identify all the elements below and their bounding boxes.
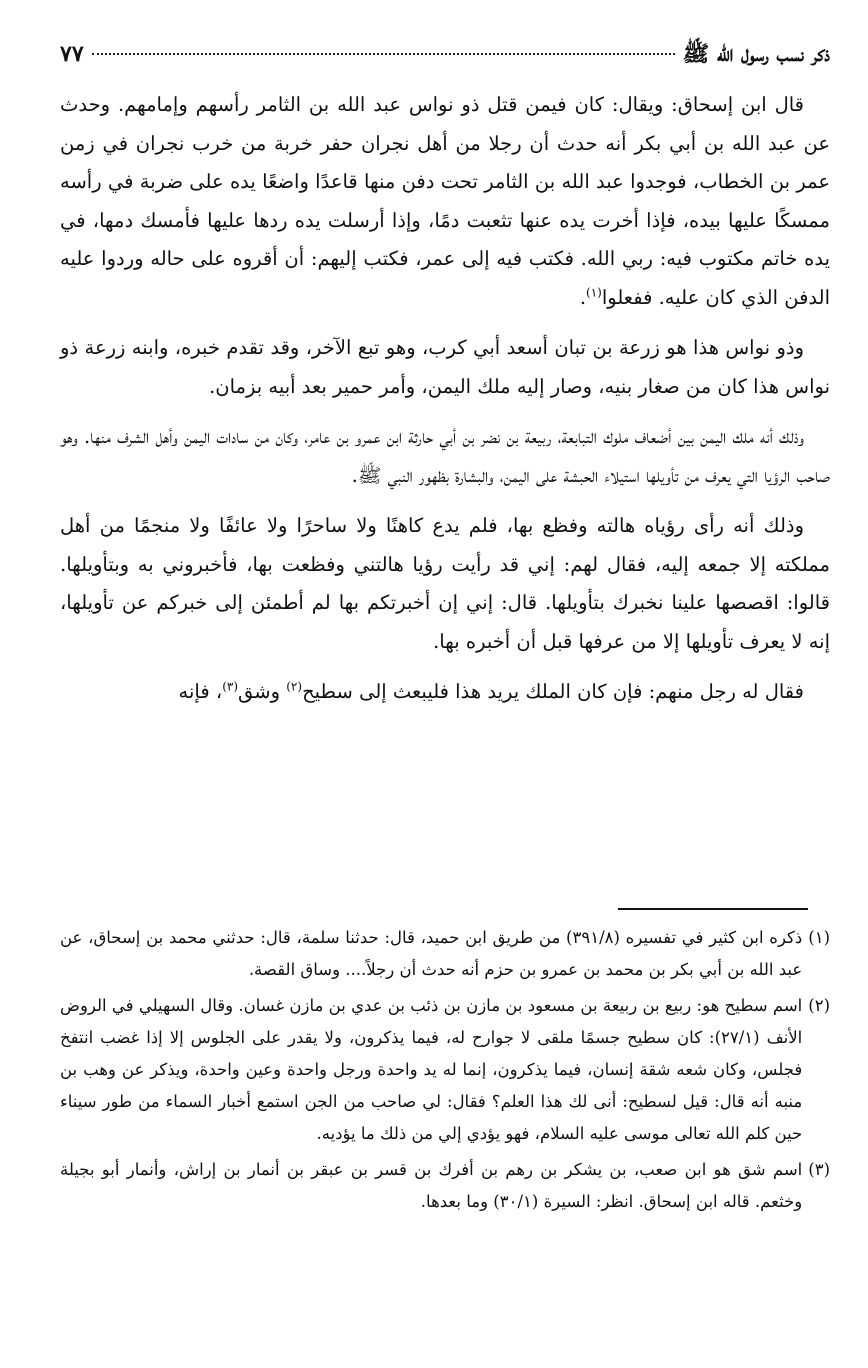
- footnote-text: ذكره ابن كثير في تفسيره (٣٩١/٨) من طريق ابن حميد، قال: حدثنا سلمة، قال: حدثني محمد بن إسحاق، عن عبد الله بن أبي بكر بن محمد بن عمرو بن حزم أنه حدث أن رجلاً.... وساق القصة.: [60, 928, 803, 979]
- paragraph-end: ، فإنه: [178, 680, 223, 703]
- paragraph: وذو نواس هذا هو زرعة بن تبان أسعد أبي كرب، وهو تبع الآخر، وقد تقدم خبره، وابنه زرعة ذو نواس هذا كان من صغار بنيه، وصار إليه ملك اليمن، وأمر حمير بعد أبيه بزمان.: [60, 336, 830, 398]
- paragraph-text: قال ابن إسحاق: ويقال: كان فيمن قتل ذو نواس عبد الله بن الثامر رأسهم وإمامهم. وحدث عن عبد الله بن أبي بكر أنه حدث أن رجلا من أهل نجران حفر خربة من خرب نجران في زمن عمر بن الخطاب، فوجدوا عبد الله بن الثامر تحت دفن منها قاعدًا واضعًا يده على ضربة في رأسه ممسكًا عليها بيده، فإذا أخرت يده عنها تثعبت دمًا، وإذا أرسلت يده ردها عليها فأمسك دمها، في يده خاتم مكتوب فيه: ربي الله. فكتب فيه إلى عمر، فكتب إليهم: أن أقروه على حاله وردوا عليه الدفن الذي كان عليه. ففعلوا: [60, 93, 830, 309]
- footnote-text: اسم سطيح هو: ربيع بن ربيعة بن مسعود بن مازن بن ذئب بن عدي بن مازن غسان. وقال السهيلي في الروض الأنف (٢٧/١): كان سطيح جسمًا ملقى لا جوارح له، فيما يذكرون، ولا يقدر على الجلوس إلا إذا غضب انتفخ فجلس، وكان شعه شقة إنسان، فيما يذكرون، إنما له يد واحدة ورجل واحدة وعين واحدة، ويذكر عن وهب بن منبه أنه قال: قيل لسطيح: أنى لك هذا العلم؟ فقال: لي صاحب من الجن استمع أخبار السماء من طور سيناء حين كلم الله تعالى موسى عليه السلام، فهو يؤدي إلي من ذلك ما يؤديه.: [60, 996, 803, 1143]
- paragraph-text: وشق: [238, 680, 287, 703]
- footnote-marker: (٢): [286, 679, 303, 694]
- footnote-text: اسم شق هو ابن صعب، بن يشكر بن رهم بن أفرك بن قسر بن عبقر بن أنمار بن إراش، وأنمار أبو بجيلة وخثعم. قاله ابن إسحاق. انظر: السيرة (٣٠/١) وما بعدها.: [60, 1160, 803, 1211]
- footnotes: [60, 922, 830, 1222]
- footnote-number: (١): [808, 928, 830, 947]
- running-header: [60, 40, 830, 82]
- footnote-1: [60, 922, 830, 986]
- dotted-leader: [92, 53, 675, 55]
- running-title: ذكر نسب رسول الله ﷺ: [682, 41, 830, 67]
- paragraph-text: فقال له رجل منهم: فإن كان الملك يريد هذا فليبعث إلى سطيح: [302, 680, 804, 703]
- paragraph-end: .: [579, 285, 587, 309]
- footnote-2: [60, 990, 830, 1150]
- footnote-number: (٣): [808, 1160, 830, 1179]
- footnote-marker: (٣): [222, 679, 239, 694]
- footnote-separator: [618, 908, 808, 910]
- paragraph: [60, 673, 830, 712]
- footnote-marker: (١): [586, 285, 602, 299]
- paragraph: وذلك أنه رأى رؤياه هالته وفظع بها، فلم يدع كاهنًا ولا ساحرًا ولا عائفًا ولا منجمًا من أهل مملكته إلا جمعه إليه، فقال لهم: إني قد رأيت رؤيا هالتني وفظعت بها، فأخبروني به وبتأويلها. قالوا: اقصصها علينا نخبرك بتأويلها. قال: إني إن أخبرتكم بها لم أطمئن إلى خبركم عن تأويلها، إنه لا يعرف تأويلها إلا من عرفها قبل أن أخبره بها.: [60, 514, 830, 653]
- main-text: [60, 86, 830, 712]
- page: [60, 40, 830, 724]
- paragraph: وذلك أنه ملك اليمن بين أضعاف ملوك التبابعة، ربيعة بن نضر بن أبي حارثة ابن عمرو بن عامر، وكان من سادات اليمن وأهل الشرف منها. وهو صاحب الرؤيا التي يعرف من تأويلها استيلاء الحبشة على اليمن، والبشارة بظهور النبي ﷺ.: [60, 425, 830, 487]
- page-number: ٧٧: [60, 41, 84, 67]
- footnote-number: (٢): [808, 996, 830, 1015]
- footnote-3: [60, 1154, 830, 1218]
- paragraph: [60, 86, 830, 317]
